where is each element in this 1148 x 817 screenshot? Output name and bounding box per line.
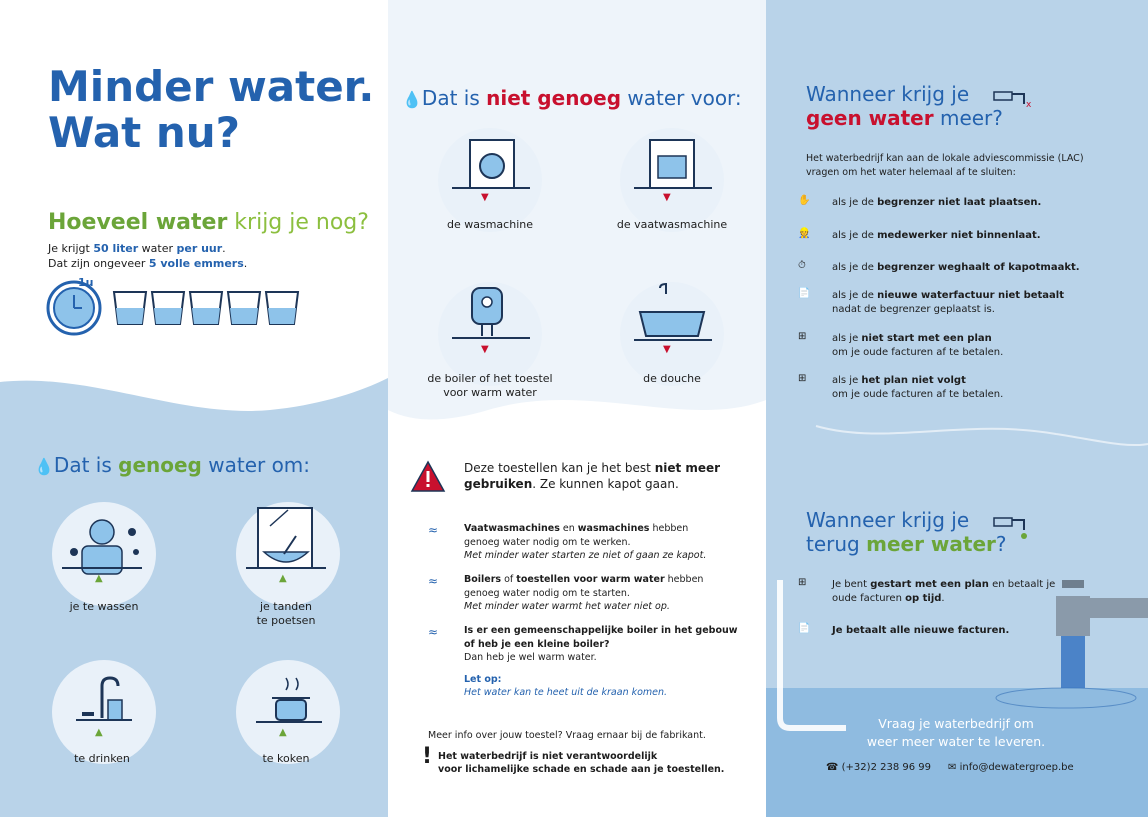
thumb-up-icon: ▲	[95, 727, 103, 738]
thumb-down-icon: ▼	[663, 344, 671, 355]
item-label-dishwasher: de vaatwasmachine	[616, 218, 728, 231]
no-water-heading: Wanneer krijg je geen water meer?	[806, 82, 1003, 130]
warning-text: Deze toestellen kan je het best niet meer gebruiken. Ze kunnen kapot gaan.	[464, 461, 721, 491]
cta-text: Vraag je waterbedrijf om weer meer water te leveren.	[866, 716, 1046, 749]
invoice-icon: 📄	[798, 623, 811, 634]
reason-3: ⏱ als je de begrenzer weghaalt of kapotmaakt.	[832, 261, 1080, 275]
hand-stop-icon: ✋	[798, 195, 811, 206]
disclaimer: ! Het waterbedrijf is niet verantwoordelijk voor lichamelijke schade en schade aan je toestellen.	[422, 744, 725, 775]
shower-icon	[620, 282, 724, 386]
reason-4: 📄 als je de nieuwe waterfactuur niet betaalt nadat de begrenzer geplaatst is.	[798, 288, 1064, 315]
thumb-down-icon: ▼	[663, 192, 671, 203]
thumb-up-icon: ▲	[279, 573, 287, 584]
worker-icon: 👷	[798, 228, 811, 239]
cook-icon	[236, 660, 340, 764]
panel-water-cutoff	[766, 0, 1148, 817]
clock-label: 1u	[78, 276, 94, 289]
info-item-boiler: ≈ Boilers of toestellen voor warm water hebben genoeg water nodig om te starten. Met minder water warmt het water niet op.	[428, 574, 704, 612]
thumb-up-icon: ▲	[279, 727, 287, 738]
warning-icon	[410, 460, 446, 498]
lac-intro: Het waterbedrijf kan aan de lokale adviescommissie (LAC) vragen om het water helemaal af te sluiten:	[806, 153, 1084, 178]
item-label-wash: je te wassen	[69, 600, 139, 613]
boiler-icon	[438, 282, 542, 386]
email-contact[interactable]: ✉ info@dewatergroep.be	[948, 762, 1074, 773]
enough-heading: 💧Dat is genoeg water om:	[34, 453, 311, 477]
reason-2: 👷 als je de medewerker niet binnenlaat.	[832, 229, 1041, 243]
wave-icon: ≈	[428, 574, 439, 588]
buckets-row	[112, 290, 302, 334]
plan-icon: ⊞	[798, 331, 807, 342]
item-label-washer: de wasmachine	[447, 218, 533, 231]
thumb-down-icon: ▼	[481, 344, 489, 355]
toothbrush-icon	[236, 502, 340, 606]
item-label-cook: te koken	[262, 752, 310, 765]
thumb-down-icon: ▼	[481, 192, 489, 203]
bucket-icon	[152, 292, 184, 324]
plan-check-icon: ⊞	[798, 577, 807, 588]
not-enough-heading: 💧Dat is niet genoeg water voor:	[402, 86, 742, 110]
bucket-icon	[114, 292, 146, 324]
item-label-shower: de douche	[643, 372, 701, 385]
reason-1: ✋ als je de begrenzer niet laat plaatsen.	[832, 196, 1041, 210]
bucket-icon	[266, 292, 298, 324]
item-label-teeth: je tanden te poetsen	[256, 600, 316, 627]
gauge-icon: ⏱	[798, 260, 806, 271]
tap-on-icon	[992, 510, 1032, 546]
panel-enough-water	[0, 0, 388, 817]
plan-icon: ⊞	[798, 373, 807, 384]
drink-icon	[52, 660, 156, 764]
item-label-boiler: de boiler of het toestel voor warm water	[427, 372, 553, 399]
more-info-text: Meer info over jouw toestel? Vraag ernaar bij de fabrikant.	[428, 730, 706, 741]
invoice-icon: 📄	[798, 288, 811, 299]
clock-icon	[44, 276, 104, 336]
wave-icon: ≈	[428, 523, 439, 537]
step-2: 📄 Je betaalt alle nieuwe facturen.	[832, 624, 1009, 638]
wave-icon: ≈	[428, 625, 439, 639]
dishwasher-icon	[620, 128, 724, 232]
page-title: Minder water. Wat nu?	[48, 62, 375, 157]
thumb-up-icon: ▲	[95, 573, 103, 584]
phone-icon: ☎	[826, 762, 839, 773]
item-label-drink: te drinken	[74, 752, 130, 765]
bucket-icon	[190, 292, 222, 324]
panel-not-enough-water	[388, 0, 766, 817]
phone-contact[interactable]: ☎ (+32)2 238 96 99	[826, 762, 931, 773]
wash-icon	[52, 502, 156, 606]
mail-icon: ✉	[948, 762, 957, 773]
washing-machine-icon	[438, 128, 542, 232]
step-1: ⊞ Je bent gestart met een plan en betaalt je oude facturen op tijd.	[798, 577, 1056, 604]
info-item-shared-boiler: ≈ Is er een gemeenschappelijke boiler in het gebouw of heb je een kleine boiler? Dan heb je wel warm water. Let op: Het water kan te heet uit de kraan komen.	[428, 625, 738, 698]
liters-text: Je krijgt 50 liter water per uur. Dat zijn ongeveer 5 volle emmers.	[48, 242, 248, 270]
reason-5: ⊞ als je niet start met een plan om je oude facturen af te betalen.	[798, 331, 1004, 358]
tap-off-icon	[992, 84, 1032, 112]
howmuch-heading: Hoeveel water krijg je nog?	[48, 210, 369, 235]
bucket-icon	[228, 292, 260, 324]
reason-6: ⊞ als je het plan niet volgt om je oude facturen af te betalen.	[798, 373, 1004, 400]
svg-text:x: x	[1026, 100, 1032, 108]
more-water-heading: Wanneer krijg je terug meer water?	[806, 508, 1007, 556]
info-item-dishwasher: ≈ Vaatwasmachines en wasmachines hebben genoeg water nodig om te werken. Met minder water starten ze niet of gaan ze kapot.	[428, 523, 707, 561]
